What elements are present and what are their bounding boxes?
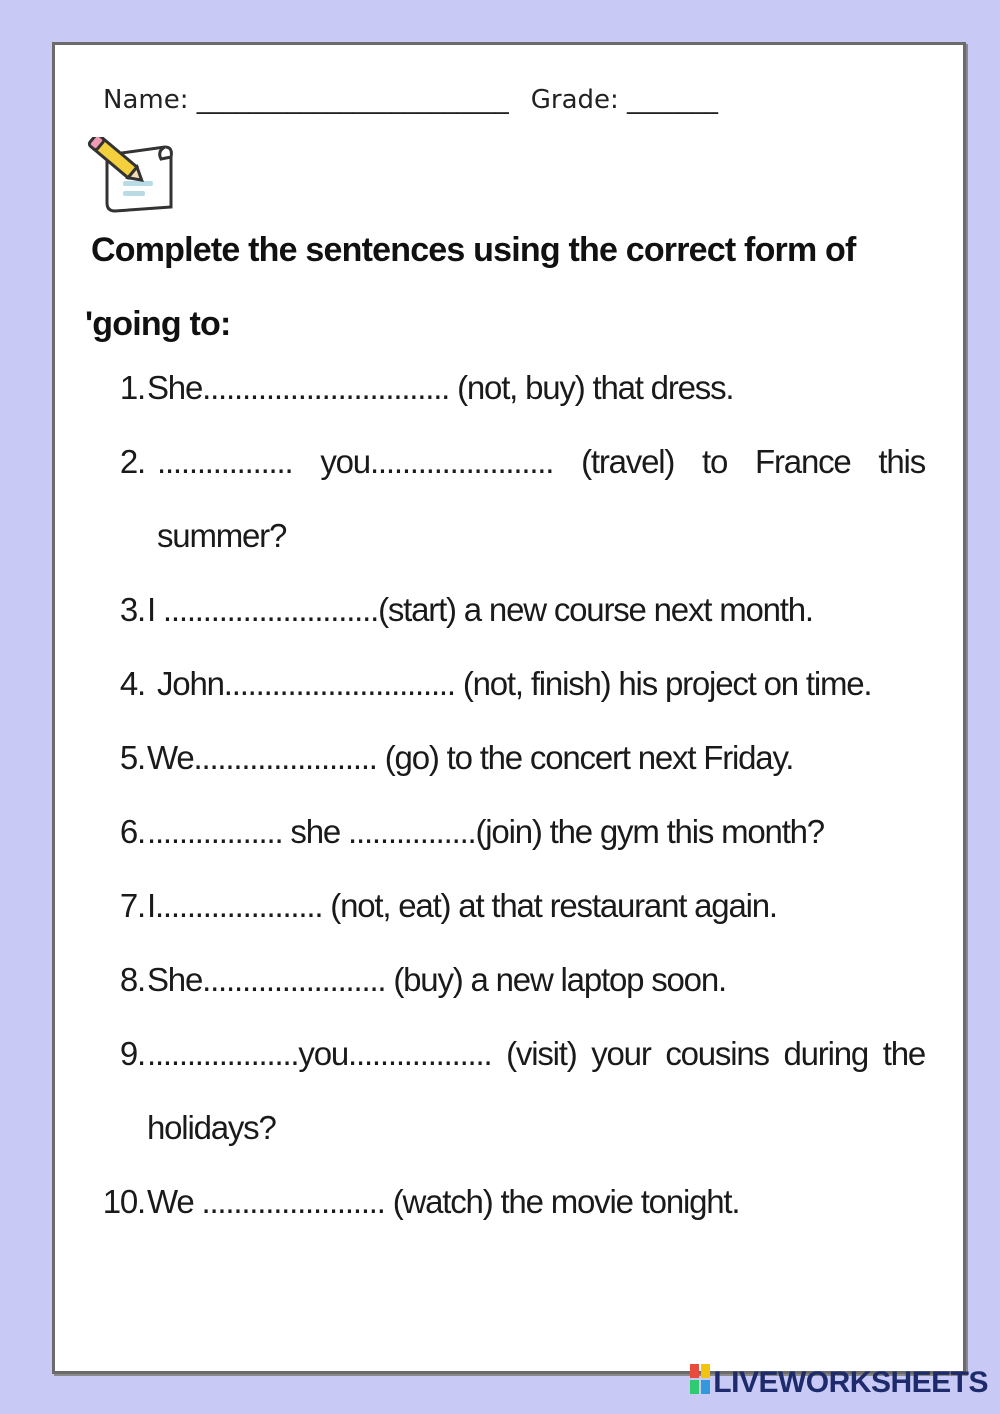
item-number: 2.	[119, 443, 145, 480]
list-item	[95, 869, 925, 943]
liveworksheets-logo[interactable]	[690, 1364, 988, 1402]
item-number: 8.	[119, 961, 145, 998]
worksheet	[52, 42, 966, 1374]
list-item	[95, 795, 925, 869]
list-item	[95, 573, 925, 647]
item-text: We ....................... (watch) the movie tonight.	[147, 1183, 740, 1220]
list-item	[95, 647, 925, 721]
name-field: Name: ________________________	[103, 85, 509, 115]
item-text: I ...........................(start) a new course next month.	[147, 591, 813, 628]
student-info-line	[103, 85, 740, 115]
item-number: 6.	[119, 813, 145, 850]
item-text: She....................... (buy) a new laptop soon.	[147, 961, 726, 998]
title-line-2: 'going to:	[85, 305, 231, 343]
list-item	[95, 943, 925, 1017]
list-item	[95, 351, 925, 425]
item-number: 7.	[119, 887, 145, 924]
list-item	[95, 425, 925, 573]
item-number: 1.	[119, 369, 145, 406]
pencil-and-paper-icon	[85, 137, 177, 217]
item-text: I..................... (not, eat) at that restaurant again.	[147, 887, 777, 924]
item-text: ...................you.................. (visit) your cousins during the holidays?	[147, 1035, 925, 1146]
item-text: She............................... (not, buy) that dress.	[147, 369, 734, 406]
list-item	[95, 1017, 925, 1165]
list-item	[95, 1165, 925, 1239]
item-text: We....................... (go) to the concert next Friday.	[147, 739, 794, 776]
item-number: 3.	[119, 591, 145, 628]
logo-mark-icon	[690, 1364, 710, 1402]
item-number: 10.	[102, 1183, 145, 1220]
exercise-list	[95, 351, 925, 1239]
logo-text: LIVEWORKSHEETS	[713, 1366, 988, 1399]
item-text: ................. you....................... (travel) to France this summer?	[157, 443, 925, 554]
item-number: 4.	[119, 665, 145, 702]
title-line-1: Complete the sentences using the correct form of	[91, 231, 856, 269]
item-text: ................. she ................(join) the gym this month?	[147, 813, 824, 850]
grade-field: Grade: _______	[530, 85, 719, 115]
instructions-title	[85, 213, 935, 361]
item-number: 9.	[119, 1035, 145, 1072]
item-number: 5.	[119, 739, 145, 776]
list-item	[95, 721, 925, 795]
item-text: John............................. (not, finish) his project on time.	[157, 665, 872, 702]
